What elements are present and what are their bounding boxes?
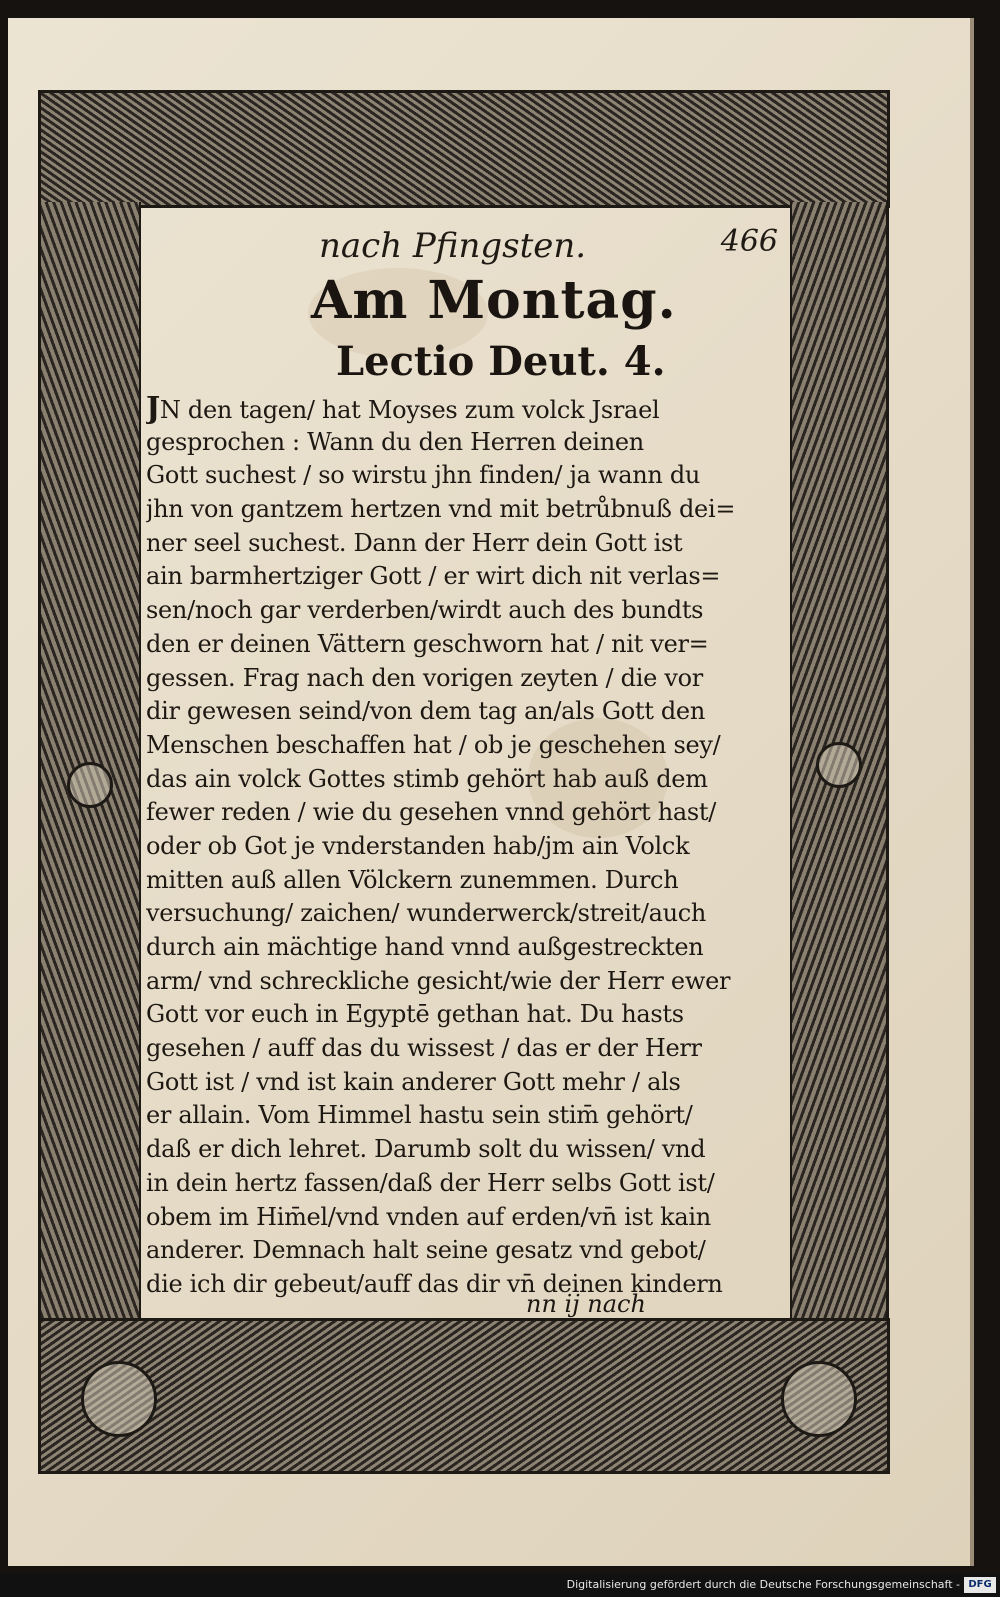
text-line-content: versuchung/ zaichen/ wunderwerck/streit/auch [146,899,707,928]
text-line [146,1201,786,1235]
section-title: Am Montag. [311,270,677,331]
text-line-content: mitten auß allen Völckern zunemmen. Durch [146,865,679,894]
text-line-content: durch ain mächtige hand vnnd außgestreckten [146,933,704,961]
text-line [146,1234,786,1268]
lectio-heading: Lectio Deut. 4. [336,338,666,385]
text-line-content: daß er dich lehret. Darumb solt du wissen/ vnd [146,1135,706,1164]
text-line-content: obem im Him̄el/vnd vnden auf erden/vn̄ ist kain [146,1202,711,1231]
text-line-content: in dein hertz fassen/daß der Herr selbs Gott ist/ [146,1168,715,1197]
text-line-content: sen/noch gar verderben/wirdt auch des bundts [146,596,704,625]
text-line [146,1167,786,1201]
text-line [146,1133,786,1167]
text-line [146,527,786,561]
funding-credit: Digitalisierung gefördert durch die Deutsche Forschungsgemeinschaft - [566,1578,960,1591]
text-line-content: arm/ vnd schreckliche gesicht/wie der Herr ewer [146,966,731,995]
text-line [146,998,786,1032]
text-line-content: den er deinen Vättern geschworn hat / nit ver= [146,629,709,658]
text-line-content: dir gewesen seind/von dem tag an/als Gott den [146,697,705,726]
text-line [146,560,786,594]
text-line-content: anderer. Demnach halt seine gesatz vnd gebot/ [146,1236,706,1265]
border-ornament [816,742,862,788]
text-line [146,729,786,763]
text-line [146,931,786,965]
border-ornament [81,1361,157,1437]
text-line-content: gesprochen : Wann du den Herren deinen [146,427,644,456]
text-line-content: ner seel suchest. Dann der Herr dein Gott ist [146,528,683,557]
text-line-content: N den tagen/ hat Moyses zum volck Jsrael [159,396,660,424]
catchwords: nn ij nach [526,1290,646,1318]
woodcut-border-left [38,202,141,1318]
text-line-content: er allain. Vom Himmel hastu sein stim̄ gehört/ [146,1101,693,1130]
border-ornament [67,762,113,808]
dfg-logo: DFG [964,1577,996,1593]
text-line-content: das ain volck Gottes stimb gehört hab auß dem [146,764,708,793]
initial-letter: J [146,392,160,426]
text-line [146,459,786,493]
text-line-content: Menschen beschaffen hat / ob je geschehen sey/ [146,730,721,759]
border-ornament [781,1361,857,1437]
text-line [146,897,786,931]
book-page [8,18,974,1566]
text-line [146,1268,786,1302]
text-line [146,662,786,696]
text-line [146,695,786,729]
text-line [146,965,786,999]
woodcut-border-top [38,90,890,208]
text-line-content: oder ob Got je vnderstanden hab/jm ain Volck [146,831,690,860]
text-line [146,392,786,426]
woodcut-border-bottom [38,1318,890,1474]
text-line-content: Gott ist / vnd ist kain anderer Gott mehr / als [146,1067,681,1096]
text-line [146,864,786,898]
text-line [146,1099,786,1133]
text-line-content: Gott suchest / so wirstu jhn finden/ ja wann du [146,461,701,490]
running-head: nach Pfingsten. [319,226,587,266]
text-line-content: jhn von gantzem hertzen vnd mit betrůbnuß dei= [146,495,736,524]
text-line-content: fewer reden / wie du gesehen vnnd gehört hast/ [146,798,717,827]
body-text [146,392,786,1302]
text-line [146,628,786,662]
text-line [146,796,786,830]
text-block [141,208,786,1318]
woodcut-border-right [790,202,889,1318]
text-line-content: Gott vor euch in Egyptē gethan hat. Du hasts [146,1000,684,1029]
text-line [146,1032,786,1066]
text-line-content: gesehen / auff das du wissest / das er der Herr [146,1034,702,1063]
text-line [146,493,786,527]
footer-bar [0,1574,1000,1597]
text-line [146,594,786,628]
text-line [146,763,786,797]
text-line [146,1066,786,1100]
text-line-content: die ich dir gebeut/auff das dir vn̄ deinen kindern [146,1269,723,1298]
text-line-content: gessen. Frag nach den vorigen zeyten / die vor [146,663,703,692]
text-line [146,426,786,460]
text-line-content: ain barmhertziger Gott / er wirt dich nit verlas= [146,562,721,591]
page-number: 466 [720,224,778,259]
text-line [146,830,786,864]
